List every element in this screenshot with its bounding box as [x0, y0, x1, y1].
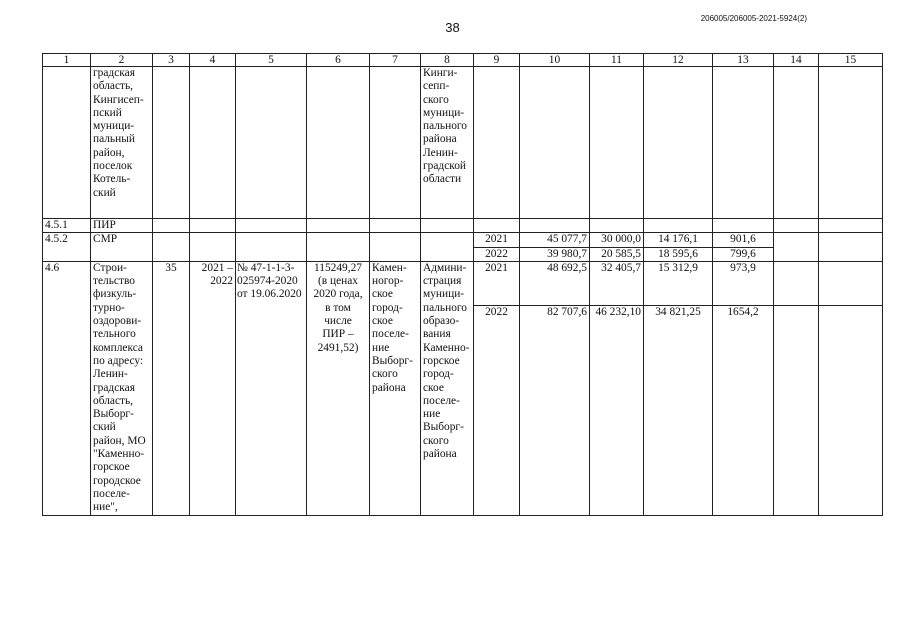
row-number: 4.6 [43, 261, 91, 515]
amount-cell: 14 176,1 [644, 233, 713, 247]
table-row [43, 261, 883, 305]
table-row [43, 219, 883, 233]
table-row [43, 233, 883, 247]
column-header: 7 [370, 54, 421, 67]
amount-cell: 799,6 [713, 247, 774, 261]
row-name: ПИР [91, 219, 153, 233]
year-cell: 2022 [474, 247, 520, 261]
year-cell: 2021 [474, 233, 520, 247]
column-header: 12 [644, 54, 713, 67]
table-row [43, 67, 883, 219]
year-cell: 2021 [474, 261, 520, 305]
cost-cell: 115249,27 (в ценах 2020 года, в том числе ПИР – 2491,52) [307, 261, 370, 515]
period-cell: 2021 – 2022 [190, 261, 236, 515]
column-header: 3 [153, 54, 190, 67]
amount-cell: 46 232,10 [590, 305, 644, 515]
amount-cell: 39 980,7 [520, 247, 590, 261]
row-number: 4.5.2 [43, 233, 91, 262]
year-cell: 2022 [474, 305, 520, 515]
column-header: 10 [520, 54, 590, 67]
page-number: 38 [445, 20, 460, 35]
document-id: 206005/206005-2021-5924(2) [700, 14, 807, 23]
amount-cell: 15 312,9 [644, 261, 713, 305]
amount-cell: 45 077,7 [520, 233, 590, 247]
program-table [42, 53, 883, 516]
column-header: 15 [819, 54, 883, 67]
amount-cell: 30 000,0 [590, 233, 644, 247]
customer-continued: Кинги- сепп- ского муници- пального района Ленин- градской области [421, 67, 474, 219]
amount-cell: 1654,2 [713, 305, 774, 515]
expertise-cell: № 47-1-1-3- 025974-2020 от 19.06.2020 [236, 261, 307, 515]
location-cell: Камен- ногор- ское город- ское поселе- ние Выборг- ского района [370, 261, 421, 515]
column-header: 8 [421, 54, 474, 67]
amount-cell: 18 595,6 [644, 247, 713, 261]
column-header: 2 [91, 54, 153, 67]
column-header: 4 [190, 54, 236, 67]
row-name: СМР [91, 233, 153, 262]
project-name: Строи- тельство физкуль- турно- оздорови- тельного комплекса по адресу: Ленин- градская область, Выборг- ский район, МО "Каменно- горское городское поселе- ние", [91, 261, 153, 515]
header-row [43, 54, 883, 67]
column-header: 13 [713, 54, 774, 67]
column-header: 1 [43, 54, 91, 67]
amount-cell: 82 707,6 [520, 305, 590, 515]
row-number: 4.5.1 [43, 219, 91, 233]
capacity-cell: 35 [153, 261, 190, 515]
amount-cell: 32 405,7 [590, 261, 644, 305]
amount-cell: 901,6 [713, 233, 774, 247]
amount-cell: 973,9 [713, 261, 774, 305]
project-location-continued: градская область, Кингисеп- пский муници- пальный район, поселок Котель- ский [91, 67, 153, 219]
customer-cell: Админи- страция муници- пального образо- вания Каменно- горское город- ское поселе- ние Выборг- ского района [421, 261, 474, 515]
amount-cell: 34 821,25 [644, 305, 713, 515]
column-header: 6 [307, 54, 370, 67]
column-header: 9 [474, 54, 520, 67]
amount-cell: 48 692,5 [520, 261, 590, 305]
column-header: 11 [590, 54, 644, 67]
column-header: 14 [774, 54, 819, 67]
amount-cell: 20 585,5 [590, 247, 644, 261]
column-header: 5 [236, 54, 307, 67]
